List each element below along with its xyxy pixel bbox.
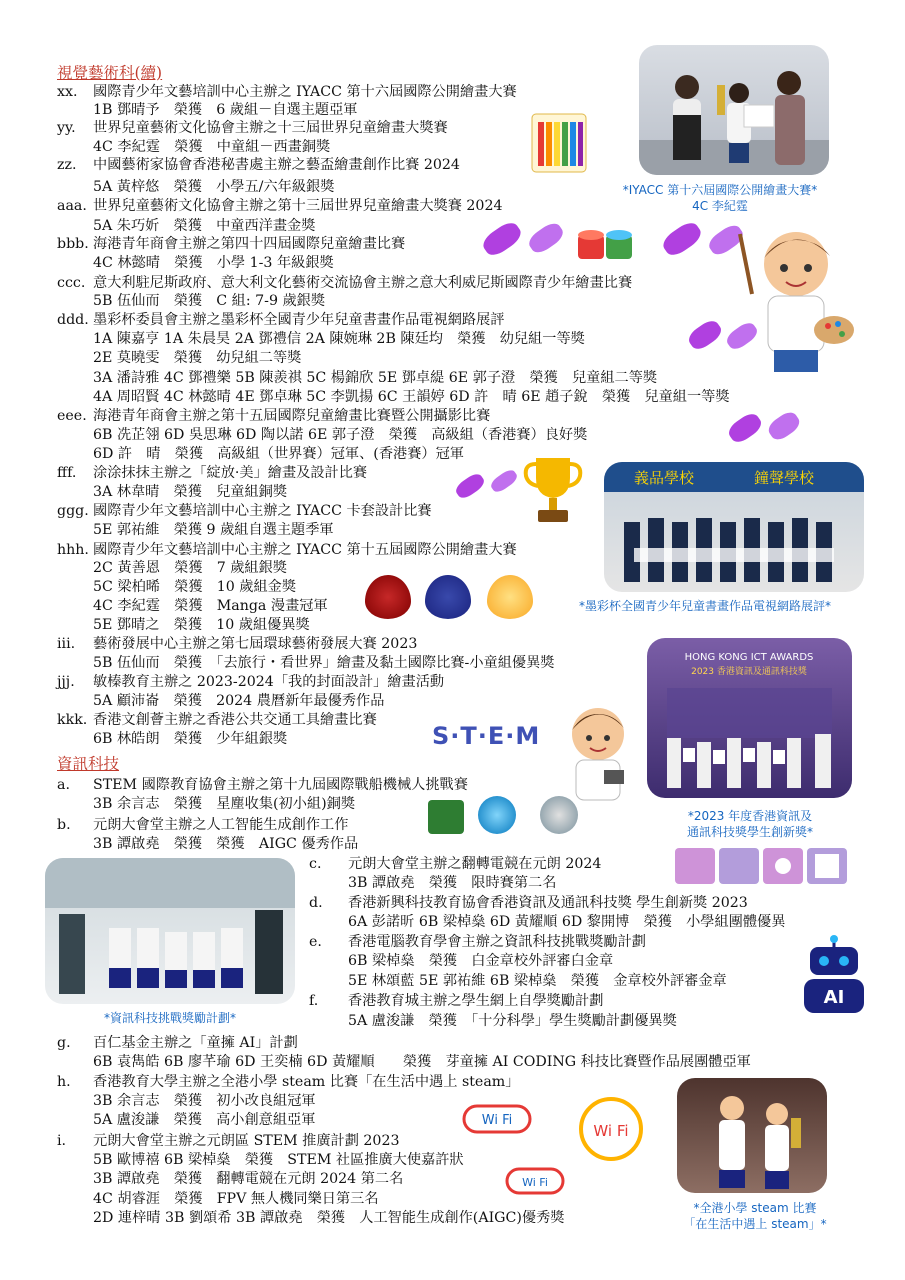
- ict-award-stage: [647, 638, 852, 798]
- hk-ict-sub-text: 2023 香港資訊及通訊科技獎: [691, 667, 807, 677]
- red-wax-seal: [365, 575, 411, 619]
- item-line: 5E 鄧晴之 榮獲 10 歲組優異獎: [93, 617, 310, 633]
- item-title: 世界兒童藝術文化協會主辦之十三屆世界兒童繪畫大獎賽: [93, 120, 448, 136]
- item-marker: kkk.: [57, 712, 88, 728]
- item-title: 國際青少年文藝培訓中心主辦之 IYACC 第十六屆國際公開繪畫大賽: [93, 84, 517, 100]
- yellow-wax-seal: [487, 575, 533, 619]
- item-title: 墨彩杯委員會主辦之墨彩杯全國青少年兒童書畫作品電視網路展評: [93, 312, 505, 328]
- item-marker: ggg.: [57, 503, 89, 519]
- tools-icon-row: [675, 848, 847, 884]
- item-marker: ddd.: [57, 312, 89, 328]
- item-line: 4C 林懿晴 榮獲 小學 1-3 年級銀獎: [93, 255, 334, 271]
- item-title: 海港青年商會主辦之第十五屆國際兒童繪畫比賽暨公開攝影比賽: [93, 408, 491, 424]
- item-line: 4C 胡睿涯 榮獲 FPV 無人機同樂日第三名: [93, 1191, 379, 1207]
- caption-line: 通訊科技獎學生創新獎*: [686, 825, 813, 839]
- item-line: 5C 梁柏晞 榮獲 10 歲組金獎: [93, 579, 297, 595]
- item-line: 5A 朱巧妡 榮獲 中童西洋畫金獎: [93, 218, 316, 234]
- photo-mocai-group: [604, 462, 864, 592]
- caption-line: *2023 年度香港資訊及: [687, 809, 813, 823]
- globe-network-icon: [478, 796, 516, 834]
- item-line: 2D 連梓晴 3B 劉頌希 3B 譚啟堯 榮獲 人工智能生成創作(AIGC)優秀獎: [93, 1210, 565, 1226]
- item-title: STEM 國際教育協會主辦之第十九屆國際戰船機械人挑戰賽: [93, 777, 468, 793]
- photo-iyacc-award: [639, 45, 829, 175]
- item-line: 3A 潘詩雅 4C 鄧禮樂 5B 陳羨祺 5C 楊錦欣 5E 鄧卓緹 6E 郭子澄 榮獲 兒童組二等獎: [93, 370, 658, 386]
- item-title: 意大利駐尼斯政府、意大利文化藝術交流協會主辦之意大利威尼斯國際青少年繪畫比賽: [93, 275, 633, 291]
- caption-mocai: *墨彩杯全國青少年兒童書畫作品電視網路展評*: [578, 599, 831, 613]
- item-marker: f.: [309, 993, 319, 1009]
- item-marker: zz.: [57, 157, 77, 173]
- item-title: 世界兒童藝術文化協會主辦之第十三屆世界兒童繪畫大獎賽 2024: [93, 198, 503, 214]
- wifi-icon: [505, 1165, 565, 1199]
- purple-paint-stroke: [765, 409, 803, 444]
- item-marker: i.: [57, 1133, 67, 1149]
- purple-paint-stroke: [489, 467, 520, 495]
- trophy-icon: [522, 452, 584, 528]
- caption-line: 「在生活中遇上 steam」*: [683, 1217, 827, 1231]
- item-line: 6A 彭諾昕 6B 梁棹燊 6D 黃耀順 6D 黎開博 榮獲 小學組團體優異: [348, 914, 786, 930]
- item-title: 敏榛教育主辦之 2023-2024「我的封面設計」繪畫活動: [93, 674, 445, 690]
- item-marker: c.: [309, 856, 322, 872]
- item-title: 海港青年商會主辦之第四十四屆國際兒童繪畫比賽: [93, 236, 406, 252]
- item-marker: b.: [57, 817, 71, 833]
- item-title: 涂涂抹抹主辦之「綻放·美」繪畫及設計比賽: [93, 465, 368, 481]
- purple-paint-stroke: [725, 410, 764, 446]
- paint-pots-icon: [576, 225, 636, 261]
- caption-steam: [660, 1200, 850, 1232]
- caption-iyacc: [590, 182, 850, 214]
- painter-boy-illustration: [738, 222, 856, 382]
- photo-ict-challenge: [45, 858, 295, 1004]
- caption-ict-challenge: *資訊科技挑戰獎勵計劃*: [103, 1011, 236, 1025]
- item-marker: fff.: [57, 465, 77, 481]
- banner-left-text: 義品學校: [634, 469, 695, 487]
- item-title: 國際青少年文藝培訓中心主辦之 IYACC 第十五屆國際公開繪畫大賽: [93, 542, 517, 558]
- item-title: 香港新興科技教育協會香港資訊及通訊科技獎 學生創新獎 2023: [348, 895, 748, 911]
- item-line: 3A 林韋晴 榮獲 兒童組銅獎: [93, 484, 288, 500]
- item-marker: bbb.: [57, 236, 89, 252]
- hk-ict-logo-text: HONG KONG ICT AWARDS: [684, 652, 814, 663]
- item-line: 4A 周昭賢 4C 林懿晴 4E 鄧卓琳 5C 李凱揚 6C 王韻婷 6D 許 晴 6E 趙子銳 榮獲 兒童組一等獎: [93, 389, 730, 405]
- purple-paint-stroke: [659, 219, 704, 260]
- item-title: 元朗大會堂主辦之元朗區 STEM 推廣計劃 2023: [93, 1133, 400, 1149]
- item-line: 5A 顧沛崙 榮獲 2024 農曆新年最優秀作品: [93, 693, 385, 709]
- item-line: 6B 林皓朗 榮獲 少年組銀獎: [93, 731, 288, 747]
- item-marker: d.: [309, 895, 323, 911]
- item-title: 中國藝術家協會香港秘書處主辦之藝盃繪畫創作比賽 2024: [93, 157, 460, 173]
- caption-line: *全港小學 steam 比賽: [693, 1201, 817, 1215]
- purple-paint-stroke: [685, 317, 724, 353]
- item-line: 4C 李紀霆 榮獲 中童組－西畫銅獎: [93, 139, 331, 155]
- wifi-text: Wi Fi: [481, 1113, 513, 1128]
- award-photo-figures: [639, 45, 829, 175]
- wifi-icon: [462, 1100, 532, 1138]
- item-line: 6B 冼芷翎 6D 吳思琳 6D 陶以諾 6E 郭子澄 榮獲 高級組（香港賽）良好獎: [93, 427, 588, 443]
- item-line: 2E 莫曉雯 榮獲 幼兒組二等獎: [93, 350, 302, 366]
- caption-line: 4C 李紀霆: [692, 199, 748, 213]
- item-marker: yy.: [57, 120, 76, 136]
- item-line: 3B 譚啟堯 榮獲 榮獲 AIGC 優秀作品: [93, 836, 359, 852]
- item-line: 3B 譚啟堯 榮獲 翻轉電競在元朗 2024 第二名: [93, 1171, 404, 1187]
- item-line: 6D 許 晴 榮獲 高級組（世界賽）冠軍、(香港賽）冠軍: [93, 446, 464, 462]
- item-line: 5B 伍仙而 榮獲 「去旅行・看世界」繪畫及黏土國際比賽-小童組優異獎: [93, 655, 555, 671]
- item-marker: hhh.: [57, 542, 89, 558]
- wifi-text: Wi Fi: [522, 1176, 548, 1189]
- item-marker: xx.: [57, 84, 78, 100]
- section-heading-visual-arts: 視覺藝術科(續): [57, 64, 163, 82]
- item-line: 3B 余言志 榮獲 初小改良組冠軍: [93, 1093, 316, 1109]
- item-line: 5B 歐博禧 6B 梁棹燊 榮獲 STEM 社區推廣大使嘉許狀: [93, 1152, 464, 1168]
- item-marker: aaa.: [57, 198, 87, 214]
- item-marker: eee.: [57, 408, 87, 424]
- photo-steam-competition: [677, 1078, 827, 1193]
- item-line: 5E 林頌藍 5E 郭祐維 6B 梁棹燊 榮獲 金章校外評審金章: [348, 973, 727, 989]
- item-title: 元朗大會堂主辦之人工智能生成創作工作: [93, 817, 349, 833]
- item-line: 1B 鄧晴予 榮獲 6 歲組－自選主題亞軍: [93, 102, 358, 118]
- wifi-text: Wi Fi: [593, 1122, 629, 1140]
- pencil-box-illustration: [528, 110, 590, 176]
- item-title: 國際青少年文藝培訓中心主辦之 IYACC 卡套設計比賽: [93, 503, 432, 519]
- item-title: 香港教育大學主辦之全港小學 steam 比賽「在生活中遇上 steam」: [93, 1074, 520, 1090]
- item-line: 5B 伍仙而 榮獲 C 組: 7-9 歲銀獎: [93, 293, 326, 309]
- stem-word-art: S·T·E·M: [432, 722, 541, 750]
- item-line: 1A 陳嘉亨 1A 朱晨昊 2A 鄧禮信 2A 陳婉琳 2B 陳廷均 榮獲 幼兒組一等獎: [93, 331, 585, 347]
- item-line: 5A 盧浚謙 榮獲 「十分科學」學生獎勵計劃優異獎: [348, 1013, 677, 1029]
- purple-paint-stroke: [453, 471, 487, 501]
- item-marker: a.: [57, 777, 70, 793]
- blue-wax-seal: [425, 575, 471, 619]
- section-heading-ict: 資訊科技: [57, 755, 120, 773]
- item-title: 元朗大會堂主辦之翻轉電競在元朗 2024: [348, 856, 602, 872]
- banner-right-text: 鐘聲學校: [754, 469, 815, 487]
- item-marker: g.: [57, 1035, 71, 1051]
- item-line: 6B 梁棹燊 榮獲 白金章校外評審白金章: [348, 953, 614, 969]
- ai-label: AI: [823, 987, 845, 1008]
- purple-paint-stroke: [526, 219, 567, 256]
- green-computer-icon: [428, 800, 464, 834]
- item-line: 3B 譚啟堯 榮獲 限時賽第二名: [348, 875, 557, 891]
- item-line: 3B 余言志 榮獲 星塵收集(初小組)銅獎: [93, 796, 356, 812]
- wifi-icon: [576, 1094, 646, 1164]
- item-marker: iii.: [57, 636, 76, 652]
- item-title: 百仁基金主辦之「童擁 AI」計劃: [93, 1035, 298, 1051]
- ict-challenge-students: [45, 858, 295, 1004]
- item-line: 5A 黃梓悠 榮獲 小學五/六年級銀獎: [93, 179, 335, 195]
- item-line: 6B 袁雋皓 6B 廖芊瑜 6D 王奕楠 6D 黃耀順 榮獲 芽童擁 AI CODING 科技比賽暨作品展團體亞軍: [93, 1054, 751, 1070]
- item-line: 4C 李紀霆 榮獲 Manga 漫畫冠軍: [93, 598, 328, 614]
- photo-hk-ict-awards: [647, 638, 852, 798]
- caption-hk-ict: [640, 808, 860, 840]
- group-photo-students: [604, 462, 864, 592]
- stem-boy-illustration: [558, 700, 638, 810]
- item-line: 5A 盧浚謙 榮獲 高小創意組亞軍: [93, 1112, 316, 1128]
- satellite-dish-icon: [540, 796, 578, 834]
- item-title: 香港文創薈主辦之香港公共交通工具繪畫比賽: [93, 712, 377, 728]
- caption-line: *IYACC 第十六屆國際公開繪畫大賽*: [622, 183, 818, 197]
- item-line: 5E 郭祐維 榮獲 9 歲組自選主題季軍: [93, 522, 334, 538]
- item-title: 藝術發展中心主辦之第七屆環球藝術發展大賽 2023: [93, 636, 418, 652]
- item-line: 2C 黃善恩 榮獲 7 歲組銀獎: [93, 560, 287, 576]
- steam-students: [677, 1078, 827, 1193]
- ai-robot-icon: [800, 935, 868, 1017]
- item-marker: h.: [57, 1074, 71, 1090]
- item-title: 香港教育城主辦之學生網上自學獎勵計劃: [348, 993, 604, 1009]
- item-marker: jjj.: [57, 674, 75, 690]
- item-marker: e.: [309, 934, 322, 950]
- item-title: 香港電腦教育學會主辦之資訊科技挑戰獎勵計劃: [348, 934, 646, 950]
- purple-paint-stroke: [479, 219, 524, 260]
- item-marker: ccc.: [57, 275, 86, 291]
